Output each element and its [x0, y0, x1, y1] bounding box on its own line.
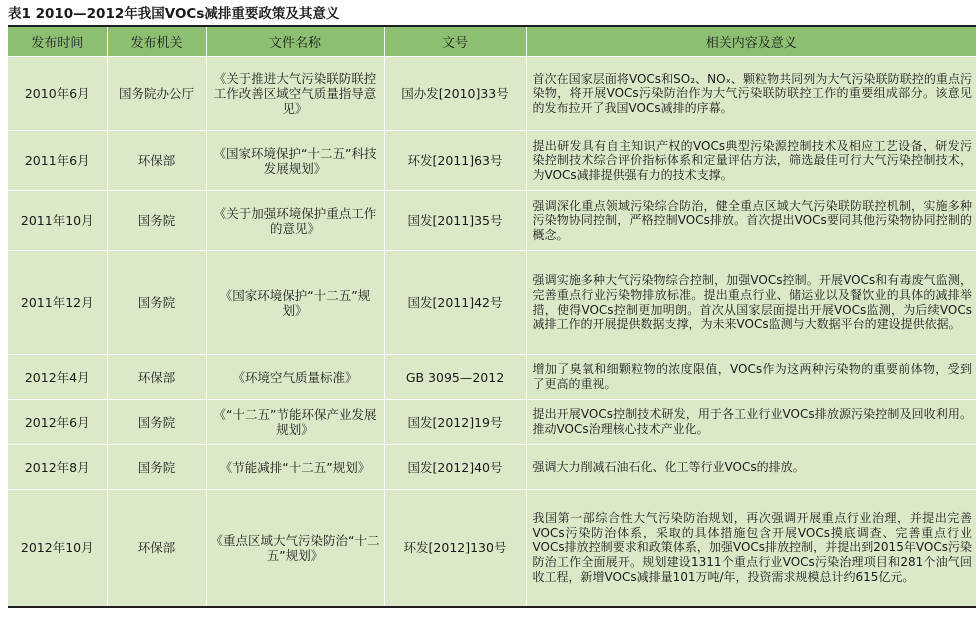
cell-title: 《“十二五”节能环保产业发展规划》 — [206, 400, 384, 445]
cell-content: 提出开展VOCs控制技术研发，用于各工业行业VOCs排放源污染控制及回收利用。推动VOCs治理核心技术产业化。 — [526, 400, 976, 445]
cell-content: 增加了臭氧和细颗粒物的浓度限值，VOCs作为这两种污染物的重要前体物，受到了更高的重视。 — [526, 355, 976, 400]
policy-table — [8, 27, 976, 608]
cell-doc-no: 国发[2012]19号 — [384, 400, 526, 445]
table-row — [8, 191, 976, 251]
cell-agency: 环保部 — [107, 490, 206, 607]
cell-agency: 国务院 — [107, 251, 206, 355]
table-row — [8, 251, 976, 355]
cell-title: 《节能减排“十二五”规划》 — [206, 445, 384, 490]
cell-doc-no: 环发[2011]63号 — [384, 131, 526, 191]
cell-title: 《环境空气质量标准》 — [206, 355, 384, 400]
cell-doc-no: 国办发[2010]33号 — [384, 57, 526, 131]
cell-date: 2010年6月 — [8, 57, 107, 131]
cell-title: 《关于推进大气污染联防联控工作改善区域空气质量指导意见》 — [206, 57, 384, 131]
cell-agency: 国务院 — [107, 445, 206, 490]
column-header-title: 文件名称 — [206, 27, 384, 57]
cell-title: 《国家环境保护“十二五”科技发展规划》 — [206, 131, 384, 191]
table-row — [8, 355, 976, 400]
cell-date: 2011年10月 — [8, 191, 107, 251]
table-caption: 表1 2010—2012年我国VOCs减排重要政策及其意义 — [8, 6, 340, 22]
table-row — [8, 490, 976, 607]
cell-agency: 环保部 — [107, 355, 206, 400]
cell-title: 《关于加强环境保护重点工作的意见》 — [206, 191, 384, 251]
cell-title: 《国家环境保护“十二五”规划》 — [206, 251, 384, 355]
column-header-content: 相关内容及意义 — [526, 27, 976, 57]
cell-date: 2012年4月 — [8, 355, 107, 400]
table-row — [8, 131, 976, 191]
cell-agency: 国务院 — [107, 400, 206, 445]
cell-date: 2012年6月 — [8, 400, 107, 445]
cell-content: 强调大力削减石油石化、化工等行业VOCs的排放。 — [526, 445, 976, 490]
cell-date: 2011年12月 — [8, 251, 107, 355]
cell-doc-no: 国发[2011]35号 — [384, 191, 526, 251]
cell-content: 强调实施多种大气污染物综合控制，加强VOCs控制。开展VOCs和有毒废气监测，完善重点行业污染物排放标准。提出重点行业、储运业以及餐饮业的具体的减排举措，使得VOCs控制更加明朗。首次从国家层面提出开展VOCs监测，为后续VOCs减排工作的开展提供数据支撑，为未来VOCs监测与大数据平台的建设提供依据。 — [526, 251, 976, 355]
cell-agency: 环保部 — [107, 131, 206, 191]
table-row — [8, 400, 976, 445]
table-row — [8, 445, 976, 490]
cell-content: 首次在国家层面将VOCs和SO₂、NOₓ、颗粒物共同列为大气污染联防联控的重点污染物，将开展VOCs污染防治作为大气污染联防联控工作的重要组成部分。该意见的发布拉开了我国VOCs减排的序幕。 — [526, 57, 976, 131]
cell-content: 强调深化重点领域污染综合防治，健全重点区域大气污染联防联控机制，实施多种污染物协同控制，严格控制VOCs排放。首次提出VOCs要同其他污染物协同控制的概念。 — [526, 191, 976, 251]
column-header-agency: 发布机关 — [107, 27, 206, 57]
header-row — [8, 27, 976, 57]
cell-content: 我国第一部综合性大气污染防治规划，再次强调开展重点行业治理，并提出完善VOCs污染防治体系，采取的具体措施包含开展VOCs摸底调查、完善重点行业VOCs排放控制要求和政策体系，加强VOCs排放控制，并提出到2015年VOCs污染防治工作全面展开。规划建设1311个重点行业VOCs污染治理项目和281个油气回收工程，新增VOCs减排量101万吨/年，投资需求规模总计约615亿元。 — [526, 490, 976, 607]
column-header-doc-no: 文号 — [384, 27, 526, 57]
cell-title: 《重点区域大气污染防治“十二五”规划》 — [206, 490, 384, 607]
cell-doc-no: 环发[2012]130号 — [384, 490, 526, 607]
cell-content: 提出研发具有自主知识产权的VOCs典型污染源控制技术及相应工艺设备，研发污染控制技术综合评价指标体系和定量评估方法，筛选最佳可行大气污染控制技术，为VOCs减排提供强有力的技术支撑。 — [526, 131, 976, 191]
cell-date: 2012年10月 — [8, 490, 107, 607]
cell-date: 2012年8月 — [8, 445, 107, 490]
table-row — [8, 57, 976, 131]
cell-agency: 国务院 — [107, 191, 206, 251]
cell-doc-no: 国发[2012]40号 — [384, 445, 526, 490]
cell-agency: 国务院办公厅 — [107, 57, 206, 131]
cell-doc-no: GB 3095—2012 — [384, 355, 526, 400]
cell-doc-no: 国发[2011]42号 — [384, 251, 526, 355]
column-header-date: 发布时间 — [8, 27, 107, 57]
cell-date: 2011年6月 — [8, 131, 107, 191]
